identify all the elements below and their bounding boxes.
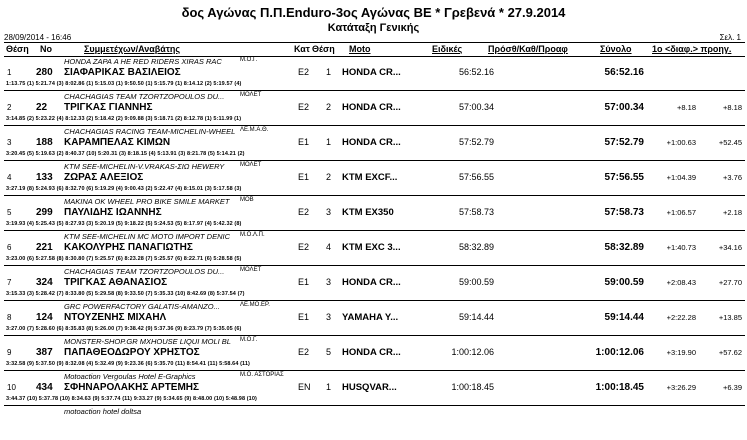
row-total: 1:00:12.06 [595, 347, 644, 358]
col-diff: 1o <διαφ.> προηγ. [652, 44, 732, 54]
row-cat-pos: 3 [326, 312, 332, 322]
row-lap-times: 3:44.37 (10) 5:37.78 (10) 8:34.63 (9) 5:37.74 (11) 9:33.27 (9) 5:34.65 (9) 8:48.00 (10) 5:48.98 (10) [6, 396, 257, 402]
row-cat: E2 [298, 67, 310, 77]
row-diff-prev: +3.76 [723, 173, 742, 182]
row-special: 56:52.16 [458, 67, 494, 77]
row-moto: KTM EXC 3... [342, 242, 401, 253]
row-name: ΤΡΙΓΚΑΣ ΑΘΑΝΑΣΙΟΣ [64, 277, 168, 288]
col-rider: Συμμετέχων/Αναβάτης [84, 44, 181, 54]
row-team: CHACHAGIAS TEAM TZORTZOPOULOS DU... [64, 92, 225, 101]
row-total: 58:32.89 [604, 242, 644, 253]
row-special: 58:32.89 [458, 242, 494, 252]
row-club: ΜΟΛΕΤ [240, 267, 262, 273]
row-cat: E2 [298, 242, 310, 252]
row-club: ΜΟΒ [240, 197, 254, 203]
row-lap-times: 3:14.85 (2) 5:23.22 (4) 8:12.33 (2) 5:18.42 (2) 9:09.88 (3) 5:18.71 (2) 8:12.78 (1) 5:11.99 (1) [6, 116, 242, 122]
row-moto: HUSQVAR... [342, 382, 397, 393]
row-lap-times: 3:23.00 (6) 5:27.58 (8) 8:30.80 (7) 5:25.57 (6) 8:23.28 (7) 5:25.57 (6) 8:22.71 (6) 5:28.58 (5) [6, 256, 242, 262]
page-number: Σελ. 1 [719, 33, 741, 42]
table-row [4, 301, 745, 336]
row-club: ΛΕ.Μ.Α.Θ. [240, 127, 269, 133]
col-moto: Moto [349, 44, 371, 54]
row-cat-pos: 2 [326, 172, 332, 182]
row-diff-first: +2:22.28 [666, 313, 696, 322]
table-row-partial [4, 406, 745, 440]
row-diff-first: +8.18 [677, 103, 696, 112]
row-no: 324 [36, 277, 53, 288]
row-name: ΣΙΑΦΑΡΙΚΑΣ ΒΑΣΙΛΕΙΟΣ [64, 67, 181, 78]
table-row [4, 91, 745, 126]
row-diff-prev: +2.18 [723, 208, 742, 217]
row-no: 133 [36, 172, 53, 183]
row-moto: KTM EX350 [342, 207, 394, 218]
row-special: 1:00:12.06 [451, 347, 494, 357]
table-row [4, 336, 745, 371]
row-moto: HONDA CR... [342, 67, 401, 78]
row-no: 124 [36, 312, 53, 323]
row-team: MONSTER-SHOP.GR MXHOUSE LIQUI MOLI BL [64, 337, 231, 346]
row-name: ΠΑΥΛΙΔΗΣ ΙΩΑΝΝΗΣ [64, 207, 162, 218]
row-name: ΝΤΟΥΖΕΝΗΣ ΜΙΧΑΗΛ [64, 312, 167, 323]
page-subtitle: Κατάταξη Γενικής [327, 22, 420, 34]
row-name: ΖΩΡΑΣ ΑΛΕΞΙΟΣ [64, 172, 144, 183]
row-lap-times: 3:19.93 (4) 5:25.43 (5) 8:27.93 (3) 5:20.19 (5) 9:18.22 (5) 5:24.53 (5) 8:17.97 (4) 5:42.32 (8) [6, 221, 242, 227]
row-cat: E1 [298, 137, 310, 147]
col-no: Νο [40, 44, 52, 54]
col-total: Σύνολο [600, 44, 632, 54]
table-row [4, 231, 745, 266]
row-total: 1:00:18.45 [595, 382, 644, 393]
row-team: Motoaction Vergoulas Hotel E-Graphics [64, 372, 196, 381]
row-pos: 10 [7, 383, 16, 392]
row-no: 22 [36, 102, 48, 113]
row-lap-times: 3:27.19 (8) 5:24.93 (6) 8:32.70 (6) 5:19.29 (4) 9:00.43 (2) 5:22.47 (4) 8:15.01 (3) 5:17.58 (3) [6, 186, 242, 192]
row-team: HONDA ΖΑΡΑ A HE RED RIDERS XIRAS RAC [64, 57, 222, 66]
row-cat: E1 [298, 277, 310, 287]
row-club: ΜΟΛΕΤ [240, 162, 262, 168]
row-cat: E2 [298, 347, 310, 357]
page-title: δος Αγώνας Π.Π.Enduro-3ος Αγώνας ΒΕ * Γρεβενά * 27.9.2014 [181, 5, 566, 20]
row-total: 57:58.73 [604, 207, 644, 218]
row-team: KTM SEE-MICHELIN-V.VRAKAS-ΣΙΩ HEWERY [64, 162, 225, 171]
row-cat-pos: 3 [326, 207, 332, 217]
row-club: ΛΕ.ΜΟ.ΕΡ. [240, 302, 270, 308]
row-special: 1:00:18.45 [451, 382, 494, 392]
row-total: 59:00.59 [604, 277, 644, 288]
print-date: 28/09/2014 - 16:46 [4, 33, 72, 42]
row-diff-first: +1:00.63 [666, 138, 696, 147]
row-team: motoaction hotel doltsa [64, 407, 142, 416]
row-total: 57:52.79 [604, 137, 644, 148]
row-lap-times: 3:15.33 (3) 5:28.42 (7) 8:33.80 (5) 5:29.58 (8) 9:33.50 (7) 5:35.33 (10) 8:42.69 (8) 5:37.54 (7) [6, 291, 245, 297]
row-diff-first: +3:19.90 [666, 348, 696, 357]
row-cat: E2 [298, 207, 310, 217]
row-club: ΜΟΛΕΤ [240, 92, 262, 98]
row-total: 57:56.55 [604, 172, 644, 183]
table-row [4, 56, 745, 91]
row-club: Μ.Ο.Λ.Π. [240, 232, 265, 238]
col-penalties: Πρόσθ/Καθ/Προαφ [488, 44, 568, 54]
row-name: ΚΑΡΑΜΠΕΛΑΣ ΚΙΜΩΝ [64, 137, 171, 148]
row-total: 57:00.34 [604, 102, 644, 113]
row-total: 59:14.44 [604, 312, 644, 323]
row-special: 59:00.59 [458, 277, 494, 287]
row-diff-first: +2:08.43 [666, 278, 696, 287]
table-row [4, 196, 745, 231]
row-cat-pos: 4 [326, 242, 332, 252]
table-row [4, 266, 745, 301]
row-moto: YAMAHA Y... [342, 312, 399, 323]
col-cat: Κατ [294, 44, 310, 54]
row-cat: E1 [298, 312, 310, 322]
row-moto: HONDA CR... [342, 277, 401, 288]
row-pos: 1 [7, 68, 12, 77]
row-lap-times: 1:13.75 (1) 5:21.74 (3) 8:02.86 (1) 5:15.03 (1) 9:50.50 (1) 5:15.79 (1) 8:14.12 (2) 5:19.57 (4) [6, 81, 242, 87]
row-club: Μ.Ο.Γ. [240, 337, 258, 343]
table-row [4, 371, 745, 406]
row-cat-pos: 2 [326, 102, 332, 112]
row-diff-prev: +8.18 [723, 103, 742, 112]
row-special: 57:00.34 [458, 102, 494, 112]
row-cat-pos: 1 [326, 67, 332, 77]
row-cat: E1 [298, 172, 310, 182]
row-team: GRC POWERFACTORY GALATIS-AMANZO... [64, 302, 220, 311]
results-table [4, 56, 745, 440]
row-cat: E2 [298, 102, 310, 112]
row-diff-first: +3:26.29 [666, 383, 696, 392]
row-diff-first: +1:40.73 [666, 243, 696, 252]
row-no: 299 [36, 207, 53, 218]
row-name: ΣΦΗΝΑΡΟΛΑΚΗΣ ΑΡΤΕΜΗΣ [64, 382, 200, 393]
row-lap-times: 3:27.00 (7) 5:28.60 (6) 8:35.83 (8) 5:26.00 (7) 9:38.42 (9) 5:37.36 (9) 8:23.79 (7) 5:35.05 (6) [6, 326, 242, 332]
row-special: 57:56.55 [458, 172, 494, 182]
row-no: 188 [36, 137, 53, 148]
row-name: ΚΑΚΟΛΥΡΗΣ ΠΑΝΑΓΙΩΤΗΣ [64, 242, 193, 253]
row-diff-prev: +13.85 [718, 313, 742, 322]
row-cat-pos: 3 [326, 277, 332, 287]
row-diff-prev: +57.62 [718, 348, 742, 357]
row-team: CHACHAGIAS TEAM TZORTZOPOULOS DU... [64, 267, 225, 276]
row-special: 59:14.44 [458, 312, 494, 322]
row-special: 57:58.73 [458, 207, 494, 217]
row-team: KTM SEE-MICHELIN MC MOTO IMPORT DENIC [64, 232, 230, 241]
row-cat-pos: 1 [326, 137, 332, 147]
column-header-row [4, 42, 745, 57]
row-lap-times: 3:32.58 (9) 5:37.50 (9) 8:32.08 (4) 5:32.49 (9) 9:23.36 (6) 5:35.70 (11) 8:54.41 (11) 5:58.64 (11) [6, 361, 250, 367]
row-diff-prev: +6.39 [723, 383, 742, 392]
row-name: ΤΡΙΓΚΑΣ ΓΙΑΝΝΗΣ [64, 102, 153, 113]
row-moto: HONDA CR... [342, 347, 401, 358]
row-cat-pos: 1 [326, 382, 332, 392]
row-total: 56:52.16 [604, 67, 644, 78]
table-row [4, 126, 745, 161]
row-diff-prev: +52.45 [718, 138, 742, 147]
row-pos: 4 [7, 173, 12, 182]
row-diff-prev: +34.16 [718, 243, 742, 252]
row-no: 221 [36, 242, 53, 253]
row-cat-pos: 5 [326, 347, 332, 357]
row-club: Μ.Ο. ΑΣΤΟΡΙΑΣ [240, 372, 284, 378]
row-team: MAKINA OK WHEEL PRO BIKE SMILE MARKET [64, 197, 230, 206]
row-no: 434 [36, 382, 53, 393]
row-pos: 9 [7, 348, 12, 357]
row-pos: 3 [7, 138, 12, 147]
col-pos: Θέση [6, 44, 29, 54]
row-cat: EN [298, 382, 311, 392]
row-diff-first: +1:04.39 [666, 173, 696, 182]
row-pos: 5 [7, 208, 12, 217]
row-pos: 7 [7, 278, 12, 287]
col-cat-pos: Θέση [312, 44, 335, 54]
col-special: Ειδικές [432, 44, 463, 54]
row-moto: KTM EXCF... [342, 172, 398, 183]
row-club: Μ.Ο.Γ. [240, 57, 258, 63]
row-pos: 6 [7, 243, 12, 252]
row-no: 280 [36, 67, 53, 78]
row-lap-times: 3:20.45 (5) 5:19.63 (2) 8:40.37 (10) 5:20.31 (3) 8:18.15 (4) 5:13.91 (3) 8:21.78 (5) 5:14.21 (2) [6, 151, 245, 157]
row-moto: HONDA CR... [342, 137, 401, 148]
table-row [4, 161, 745, 196]
row-team: CHACHAGIAS RACING TEAM-MICHELIN-WHEEL [64, 127, 236, 136]
row-special: 57:52.79 [458, 137, 494, 147]
row-diff-prev: +27.70 [718, 278, 742, 287]
row-moto: HONDA CR... [342, 102, 401, 113]
row-pos: 2 [7, 103, 12, 112]
row-no: 387 [36, 347, 53, 358]
row-pos: 8 [7, 313, 12, 322]
row-diff-first: +1:06.57 [666, 208, 696, 217]
row-name: ΠΑΠΑΘΕΟΔΩΡΟΥ ΧΡΗΣΤΟΣ [64, 347, 200, 358]
